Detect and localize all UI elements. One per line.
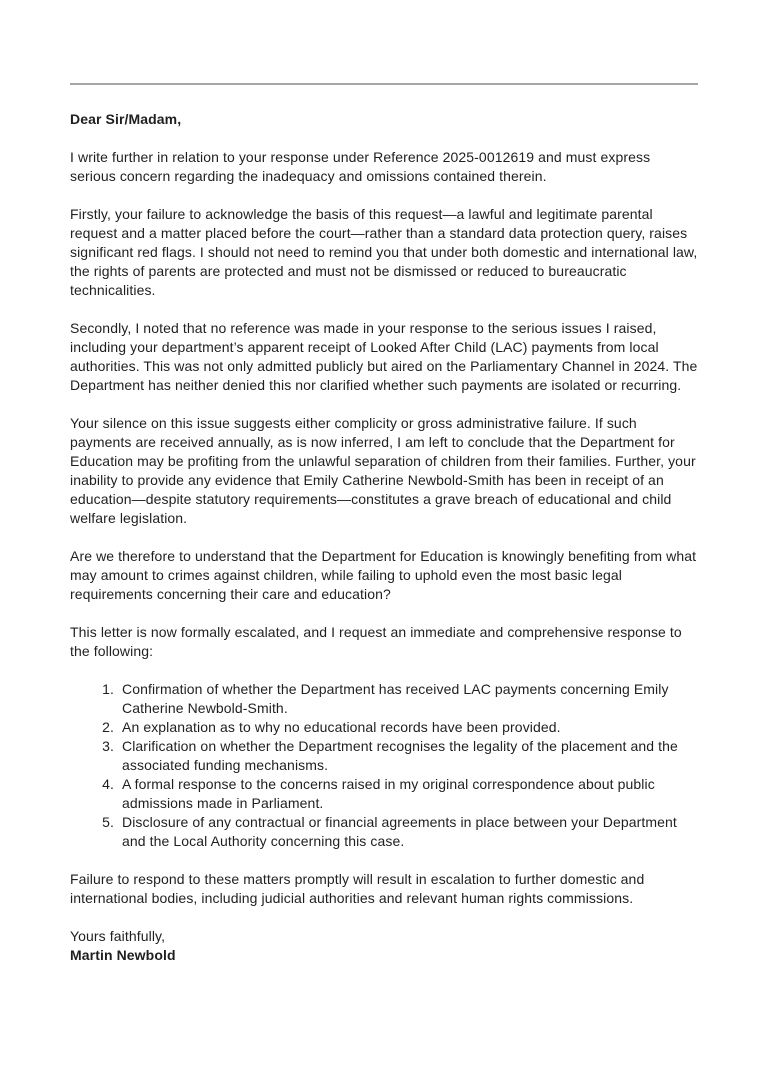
paragraph-silence: Your silence on this issue suggests either complicity or gross administrative failure. If such payments are received annually, as is now inferred, I am left to conclude that the Department for Education may be profiting from the unlawful separation of children from their families. Further, your inability to provide any evidence that Emily Catherine Newbold-Smith has been in receipt of an education—despite statutory requirements—constitutes a grave breach of educational and child welfare legislation. bbox=[70, 415, 696, 526]
paragraph-question: Are we therefore to understand that the Department for Education is knowingly benefiting from what may amount to crimes against children, while failing to uphold even the most basic legal requirements concerning their care and education? bbox=[70, 548, 697, 602]
paragraph-firstly: Firstly, your failure to acknowledge the basis of this request—a lawful and legitimate parental request and a matter placed before the court—rather than a standard data protection query, raises significant red flags. I should not need to remind you that under both domestic and international law, the rights of parents are protected and must not be dismissed or reduced to bureaucratic technicalities. bbox=[70, 206, 698, 298]
salutation: Dear Sir/Madam, bbox=[70, 111, 182, 127]
paragraph-secondly: Secondly, I noted that no reference was made in your response to the serious issues I raised, including your department’s apparent receipt of Looked After Child (LAC) payments from local authorities. This was not only admitted publicly but aired on the Parliamentary Channel in 2024. The Department has neither denied this nor clarified whether such payments are isolated or recurring. bbox=[70, 320, 698, 393]
valediction: Yours faithfully, bbox=[70, 928, 166, 944]
request-list bbox=[70, 680, 698, 851]
closing-paragraph: Failure to respond to these matters promptly will result in escalation to further domestic and international bodies, including judicial authorities and relevant human rights commissions. bbox=[70, 871, 645, 906]
header-divider bbox=[70, 83, 698, 85]
request-item-2: 2. An explanation as to why no educational records have been provided. bbox=[118, 718, 698, 737]
paragraph-escalation: This letter is now formally escalated, and I request an immediate and comprehensive response to the following: bbox=[70, 624, 682, 659]
request-item-4: 4. A formal response to the concerns raised in my original correspondence about public admissions made in Parliament. bbox=[118, 775, 698, 813]
request-item-1: 1. Confirmation of whether the Department has received LAC payments concerning Emily Catherine Newbold-Smith. bbox=[118, 680, 698, 718]
request-item-3: 3. Clarification on whether the Department recognises the legality of the placement and the associated funding mechanisms. bbox=[118, 737, 698, 775]
request-item-5: 5. Disclosure of any contractual or financial agreements in place between your Department and the Local Authority concerning this case. bbox=[118, 813, 698, 851]
signature-name: Martin Newbold bbox=[70, 947, 176, 963]
paragraph-intro: I write further in relation to your response under Reference 2025-0012619 and must express serious concern regarding the inadequacy and omissions contained therein. bbox=[70, 149, 651, 184]
